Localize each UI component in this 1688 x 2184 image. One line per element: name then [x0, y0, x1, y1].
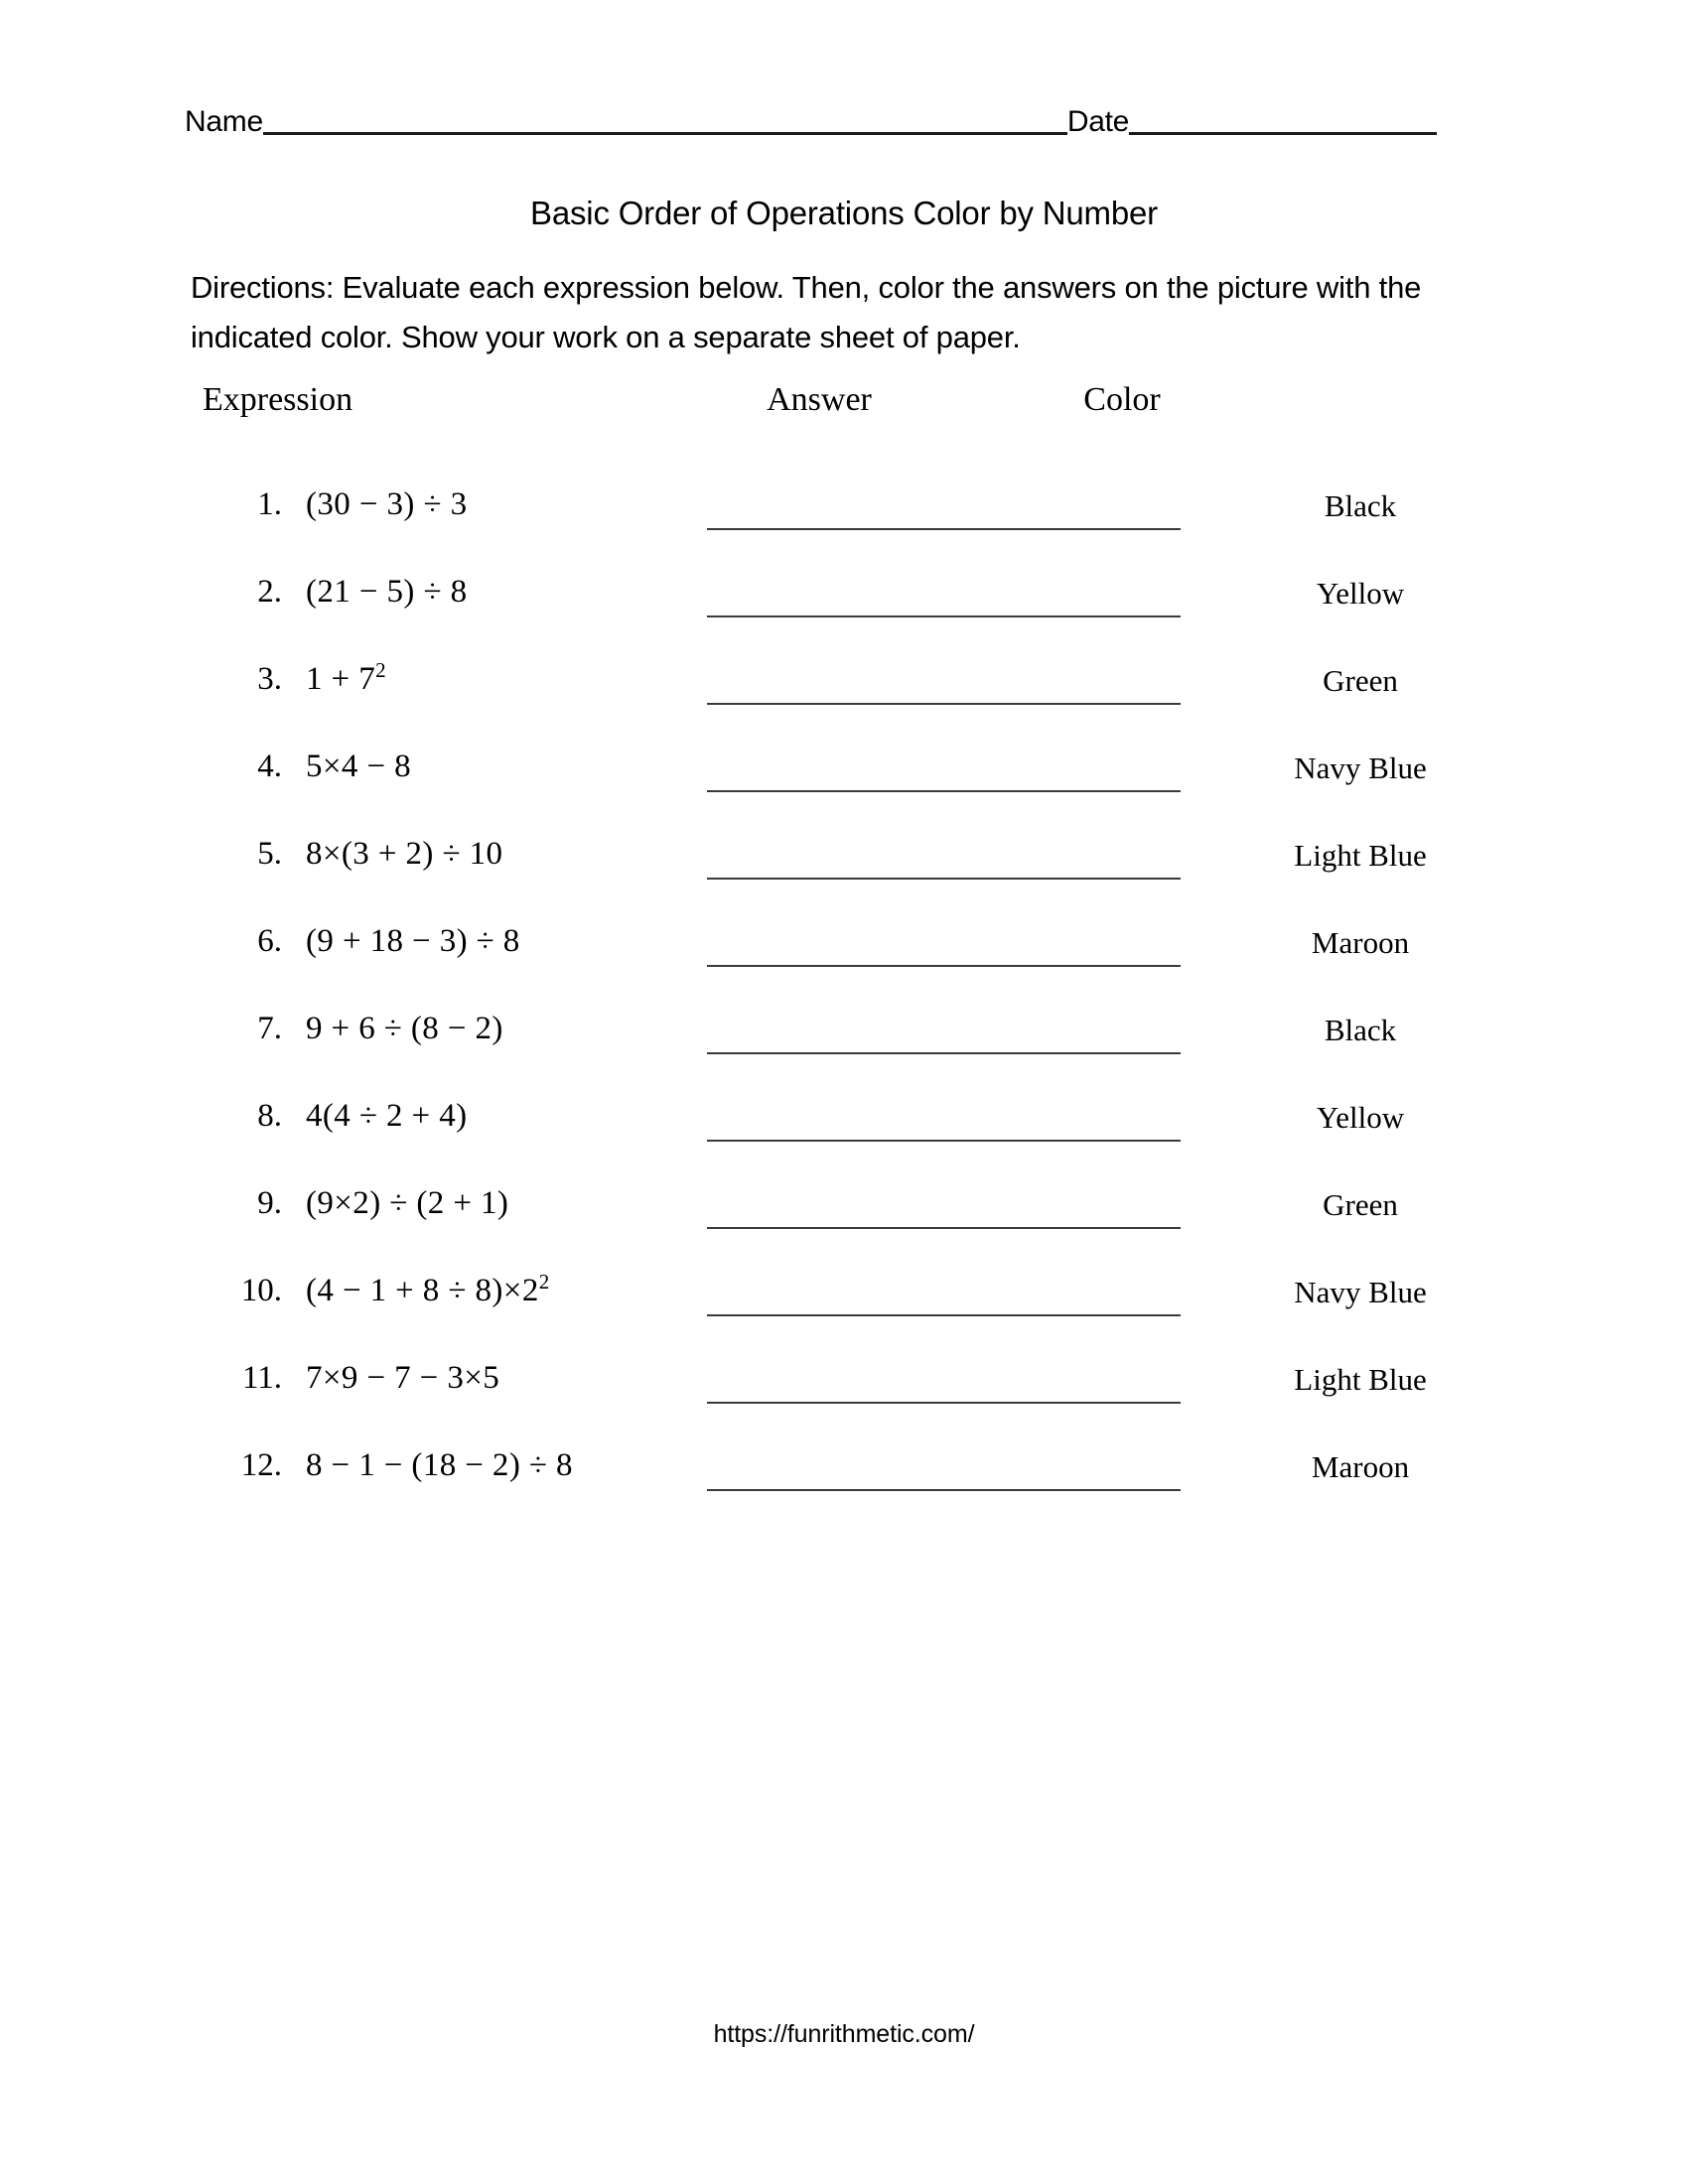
problem-number: 4.: [257, 749, 282, 784]
problem-color-label: Black: [1324, 1013, 1397, 1047]
problem-color-label: Green: [1323, 1187, 1398, 1222]
problem-color-label: Light Blue: [1294, 1362, 1427, 1397]
directions-text: Directions: Evaluate each expression below. Then, color the answers on the picture with the indicated color. Show your work on a separate sheet of paper.: [191, 270, 1422, 354]
problem-row: [189, 653, 1509, 741]
problem-expression: (30 − 3) ÷ 3: [306, 486, 468, 522]
answer-blank-line[interactable]: [707, 1402, 1181, 1404]
problem-number: 1.: [257, 486, 282, 522]
problem-number: 11.: [241, 1360, 282, 1396]
problem-row: [189, 1090, 1509, 1177]
answer-blank-line[interactable]: [707, 1489, 1181, 1491]
problem-row: [189, 1439, 1509, 1527]
problem-number: 7.: [257, 1011, 282, 1046]
date-label: Date: [1066, 105, 1129, 138]
column-header-answer: Answer: [767, 381, 872, 418]
problem-row: [189, 566, 1509, 653]
problem-number: 3.: [257, 661, 282, 697]
answer-blank-line[interactable]: [707, 528, 1181, 530]
problem-color-label: Yellow: [1316, 1100, 1405, 1135]
problem-list: [189, 478, 1509, 1527]
problem-color-label: Navy Blue: [1294, 751, 1427, 785]
page-title: Basic Order of Operations Color by Number: [530, 195, 1158, 231]
problem-expression: (9×2) ÷ (2 + 1): [306, 1185, 509, 1221]
problem-row: [189, 1265, 1509, 1352]
problem-color-label: Navy Blue: [1294, 1275, 1427, 1309]
name-write-in-line[interactable]: [263, 102, 1067, 135]
problem-row: [189, 828, 1509, 915]
problem-number: 2.: [257, 574, 282, 610]
problem-expression: 8×(3 + 2) ÷ 10: [306, 836, 503, 872]
column-header-color: Color: [1083, 381, 1161, 418]
problem-color-label: Black: [1324, 488, 1397, 523]
problem-expression: 7×9 − 7 − 3×5: [306, 1360, 500, 1396]
problem-expression: 4(4 ÷ 2 + 4): [306, 1098, 468, 1134]
problem-row: [189, 1177, 1509, 1265]
problem-color-label: Maroon: [1311, 925, 1410, 960]
problem-expression: (21 − 5) ÷ 8: [306, 574, 468, 610]
problem-row: [189, 741, 1509, 828]
problem-row: [189, 478, 1509, 566]
answer-blank-line[interactable]: [707, 703, 1181, 705]
column-header-expression: Expression: [203, 381, 353, 418]
problem-number: 10.: [240, 1273, 282, 1308]
problem-number: 12.: [240, 1447, 282, 1483]
answer-blank-line[interactable]: [707, 878, 1181, 880]
answer-blank-line[interactable]: [707, 965, 1181, 967]
problem-number: 5.: [257, 836, 282, 872]
name-date-header: [185, 91, 1505, 137]
problem-expression: 5×4 − 8: [306, 749, 412, 784]
problem-number: 6.: [257, 923, 282, 959]
answer-blank-line[interactable]: [707, 790, 1181, 792]
problem-expression: $(4 - 1 + 8 \div 8)\times 2^2$: [306, 1270, 550, 1308]
answer-blank-line[interactable]: [707, 615, 1181, 617]
problem-color-label: Light Blue: [1294, 838, 1427, 873]
answer-blank-line[interactable]: [707, 1140, 1181, 1142]
answer-blank-line[interactable]: [707, 1314, 1181, 1316]
problem-expression: 8 − 1 − (18 − 2) ÷ 8: [306, 1447, 573, 1483]
problem-row: [189, 915, 1509, 1003]
name-label: Name: [185, 105, 263, 138]
problem-expression: $1 + 7^2$: [306, 658, 387, 697]
problem-color-label: Yellow: [1316, 576, 1405, 611]
problem-number: 8.: [257, 1098, 282, 1134]
problem-number: 9.: [257, 1185, 282, 1221]
problem-row: [189, 1003, 1509, 1090]
footer-url: https://funrithmetic.com/: [713, 2020, 975, 2048]
problem-color-label: Green: [1323, 663, 1398, 698]
problem-expression: (9 + 18 − 3) ÷ 8: [306, 923, 520, 959]
column-headers: [189, 381, 1509, 427]
problem-row: [189, 1352, 1509, 1439]
answer-blank-line[interactable]: [707, 1052, 1181, 1054]
date-write-in-line[interactable]: [1129, 102, 1437, 135]
problem-color-label: Maroon: [1311, 1449, 1410, 1484]
answer-blank-line[interactable]: [707, 1227, 1181, 1229]
problem-expression: 9 + 6 ÷ (8 − 2): [306, 1011, 503, 1046]
